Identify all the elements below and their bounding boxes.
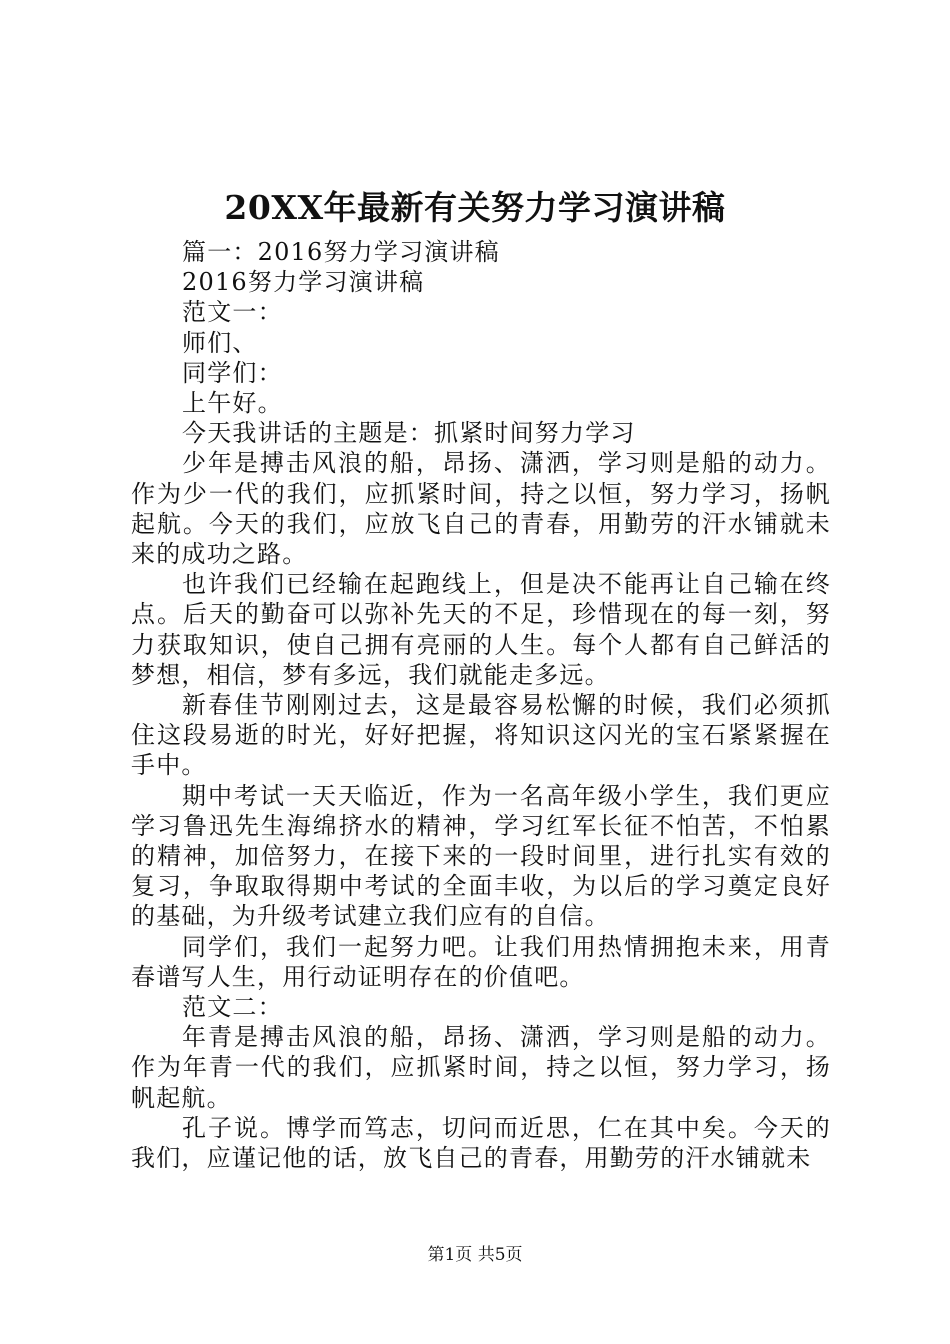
paragraph: 孔子说。博学而笃志，切问而近思，仁在其中矣。今天的我们，应谨记他的话，放飞自己的青春，用勤劳的汗水铺就未: [131, 1113, 831, 1173]
paragraph: 同学们：: [182, 358, 283, 387]
paragraph: 2016努力学习演讲稿: [182, 268, 425, 297]
paragraph: 少年是搏击风浪的船，昂扬、潇洒，学习则是船的动力。作为少一代的我们，应抓紧时间，持之以恒，努力学习，扬帆起航。今天的我们，应放飞自己的青春，用勤劳的汗水铺就未来的成功之路。: [131, 449, 831, 569]
paragraph: 也许我们已经输在起跑线上，但是决不能再让自己输在终点。后天的勤奋可以弥补先天的不足，珍惜现在的每一刻，努力获取知识，使自己拥有亮丽的人生。每个人都有自己鲜活的梦想，相信，梦有多远，我们就能走多远。: [131, 570, 831, 689]
paragraph: 期中考试一天天临近，作为一名高年级小学生，我们更应学习鲁迅先生海绵挤水的精神，学习红军长征不怕苦，不怕累的精神，加倍努力，在接下来的一段时间里，进行扎实有效的复习，争取取得期中考试的全面丰收，为以后的学习奠定良好的基础，为升级考试建立我们应有的自信。: [131, 781, 831, 931]
paragraph: 年青是搏击风浪的船，昂扬、潇洒，学习则是船的动力。作为年青一代的我们，应抓紧时间，持之以恒，努力学习，扬帆起航。: [131, 1023, 831, 1112]
paragraph: 师们、: [182, 328, 258, 357]
document-title: 20XX年最新有关努力学习演讲稿: [224, 188, 726, 227]
paragraph: 范文一：: [182, 298, 283, 327]
page-footer: 第1页 共5页: [427, 1245, 523, 1265]
paragraph: 新春佳节刚刚过去，这是最容易松懈的时候，我们必须抓住这段易逝的时光，好好把握，将知识这闪光的宝石紧紧握在手中。: [131, 691, 831, 780]
paragraph: 同学们，我们一起努力吧。让我们用热情拥抱未来，用青春谱写人生，用行动证明存在的价值吧。: [131, 932, 831, 991]
document-body: [131, 237, 831, 1173]
paragraph: 范文二：: [182, 993, 283, 1022]
paragraph: 今天我讲话的主题是：抓紧时间努力学习: [182, 419, 636, 448]
paragraph: 上午好。: [182, 389, 283, 418]
paragraph: 篇一：2016努力学习演讲稿: [182, 238, 500, 266]
